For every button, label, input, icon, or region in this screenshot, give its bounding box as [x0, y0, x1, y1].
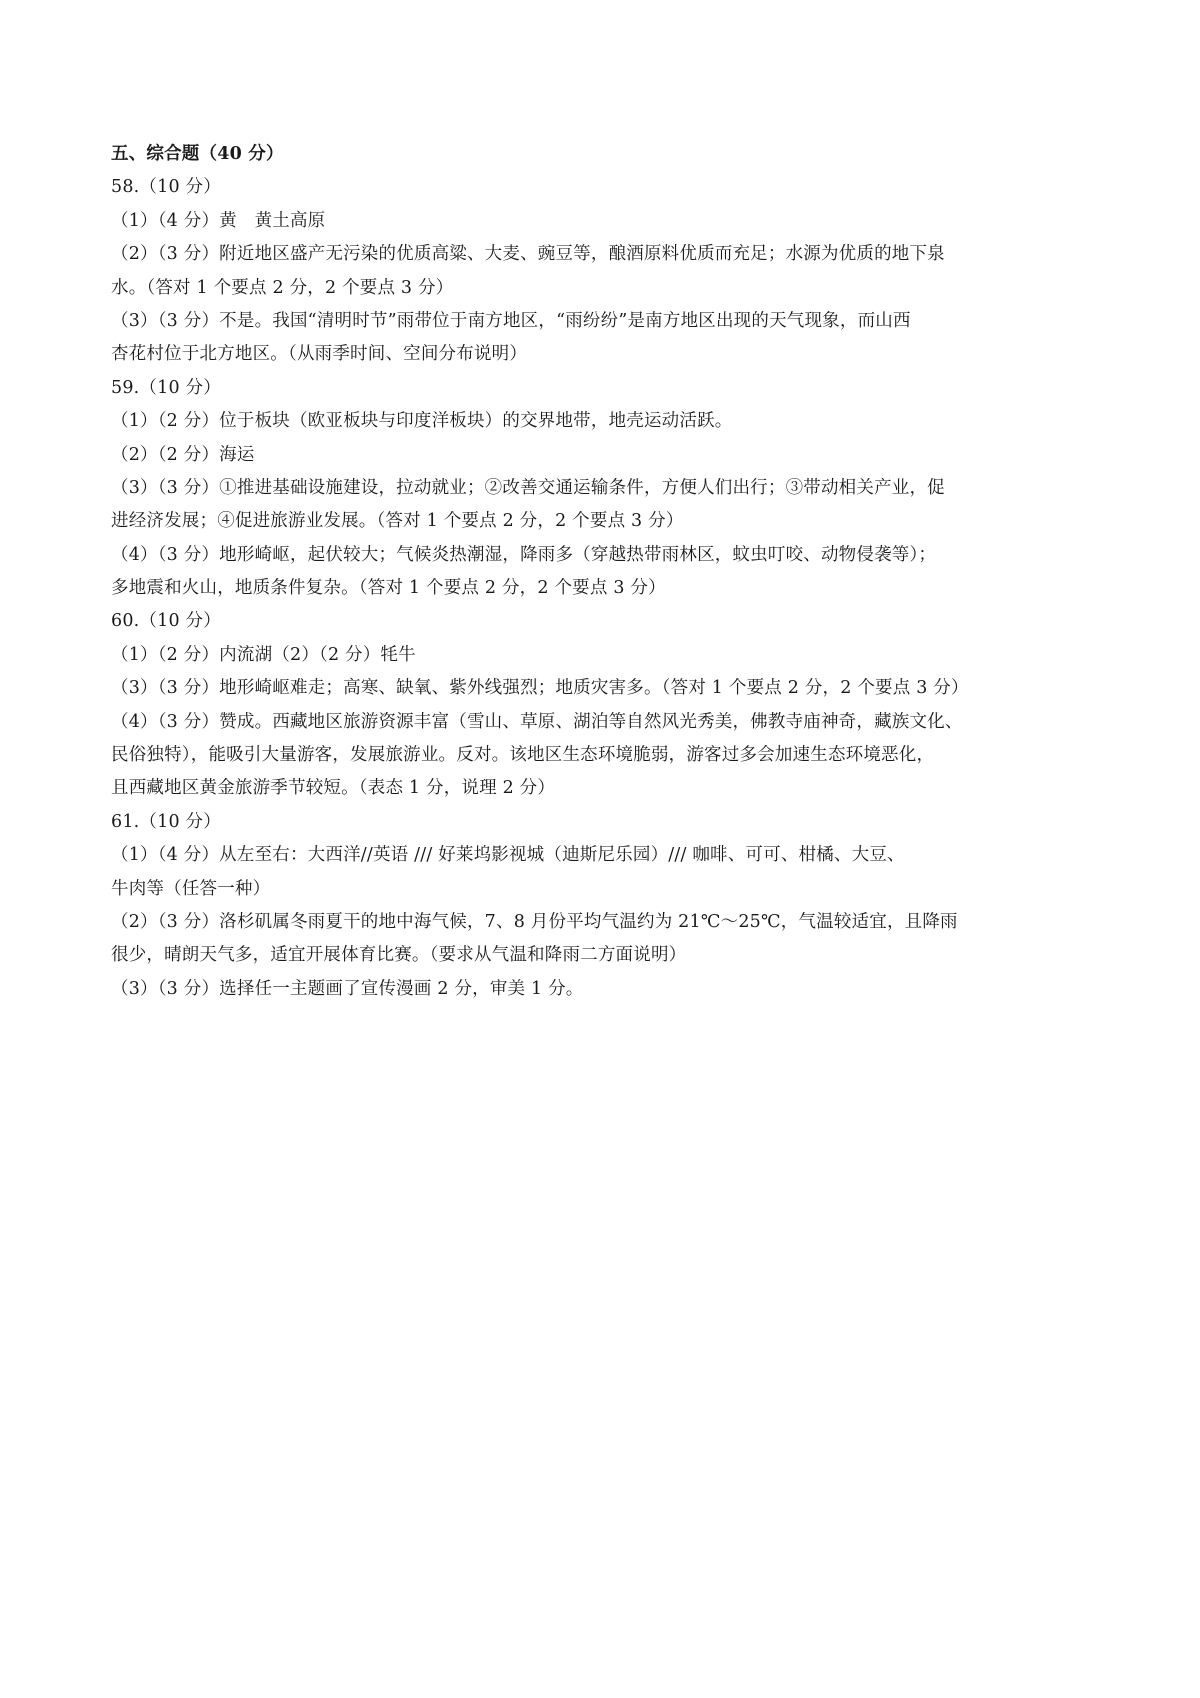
- answer-59-4: （4）（3 分）地形崎岖，起伏较大；气候炎热潮湿，降雨多（穿越热带雨林区，蚊虫叮咬、动物侵袭等）；: [111, 544, 937, 565]
- answer-59-3: （3）（3 分）①推进基础设施建设，拉动就业；②改善交通运输条件，方便人们出行；③带动相关产业，促: [111, 477, 945, 498]
- answer-61-2: （2）（3 分）洛杉矶属冬雨夏干的地中海气候，7、8 月份平均气温约为 21℃～25℃，气温较适宜，且降雨: [111, 911, 958, 932]
- question-61-header: 61.（10 分）: [111, 811, 221, 832]
- answer-61-1-cont: 牛肉等（任答一种）: [111, 878, 271, 899]
- question-59-header: 59.（10 分）: [111, 377, 221, 398]
- answer-59-1: （1）（2 分）位于板块（欧亚板块与印度洋板块）的交界地带，地壳运动活跃。: [111, 411, 733, 432]
- question-58-header: 58.（10 分）: [111, 177, 221, 198]
- answer-61-2-cont: 很少，晴朗天气多，适宜开展体育比赛。（要求从气温和降雨二方面说明）: [111, 945, 687, 966]
- answer-61-3: （3）（3 分）选择任一主题画了宣传漫画 2 分，审美 1 分。: [111, 978, 584, 999]
- answer-content: [111, 138, 1101, 1006]
- answer-59-4-cont: 多地震和火山，地质条件复杂。（答对 1 个要点 2 分，2 个要点 3 分）: [111, 578, 666, 599]
- answer-59-2: （2）（2 分）海运: [111, 444, 255, 465]
- answer-58-3: （3）（3 分）不是。我国“清明时节”雨带位于南方地区，“雨纷纷”是南方地区出现的天气现象，而山西: [111, 310, 911, 331]
- question-60-header: 60.（10 分）: [111, 611, 221, 632]
- answer-58-3-cont: 杏花村位于北方地区。（从雨季时间、空间分布说明）: [111, 344, 528, 365]
- answer-59-3-cont: 进经济发展；④促进旅游业发展。（答对 1 个要点 2 分，2 个要点 3 分）: [111, 511, 684, 532]
- answer-58-2-cont: 水。（答对 1 个要点 2 分，2 个要点 3 分）: [111, 277, 454, 298]
- answer-60-3: （3）（3 分）地形崎岖难走；高寒、缺氧、紫外线强烈；地质灾害多。（答对 1 个要点 2 分，2 个要点 3 分）: [111, 678, 969, 699]
- answer-60-4: （4）（3 分）赞成。西藏地区旅游资源丰富（雪山、草原、湖泊等自然风光秀美，佛教寺庙神奇，藏族文化、: [111, 711, 963, 732]
- answer-58-1: （1）（4 分）黄 黄土高原: [111, 210, 326, 231]
- section-title: 五、综合题（40 分）: [111, 144, 284, 164]
- answer-60-4-cont-1: 民俗独特），能吸引大量游客，发展旅游业。反对。该地区生态环境脆弱，游客过多会加速生态环境恶化，: [111, 745, 935, 766]
- answer-58-2: （2）（3 分）附近地区盛产无污染的优质高粱、大麦、豌豆等，酿酒原料优质而充足；水源为优质的地下泉: [111, 244, 945, 265]
- answer-61-1: （1）（4 分）从左至右：大西洋//英语 /// 好莱坞影视城（迪斯尼乐园）/// 咖啡、可可、柑橘、大豆、: [111, 845, 905, 866]
- answer-60-4-cont-2: 且西藏地区黄金旅游季节较短。（表态 1 分，说理 2 分）: [111, 778, 556, 799]
- answer-60-1-2: （1）（2 分）内流湖（2）（2 分）牦牛: [111, 644, 416, 665]
